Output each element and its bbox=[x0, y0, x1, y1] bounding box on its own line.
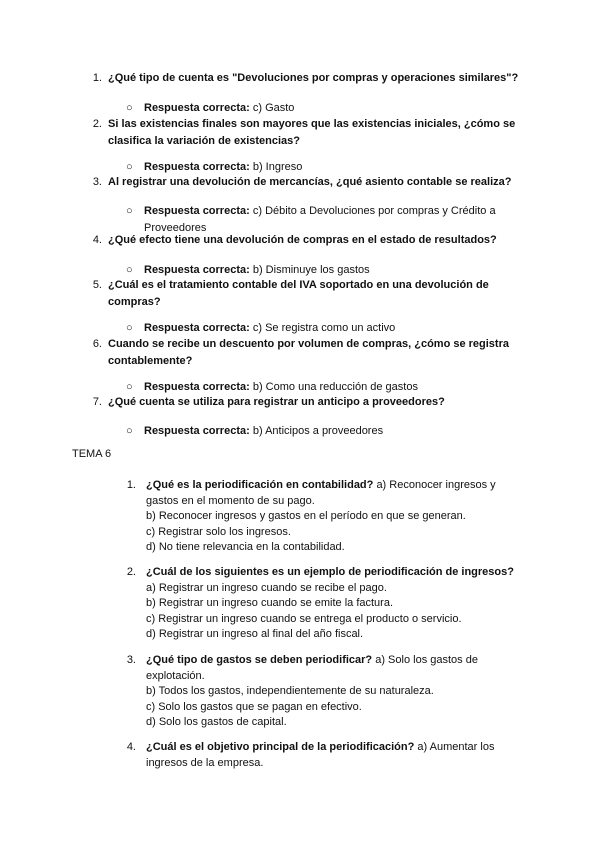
question-text: ¿Qué efecto tiene una devolución de compras en el estado de resultados? bbox=[108, 234, 497, 246]
question-2 bbox=[88, 116, 528, 150]
option-a: a) Registrar un ingreso cuando se recibe el pago. bbox=[146, 581, 387, 594]
answer-text: b) Anticipos a proveedores bbox=[252, 425, 384, 437]
answer-label: Respuesta correcta: bbox=[144, 425, 250, 437]
bullet-icon: ○ bbox=[126, 322, 133, 334]
bullet-icon: ○ bbox=[126, 102, 133, 114]
option-d: d) Solo los gastos de capital. bbox=[146, 716, 287, 728]
option-d: d) No tiene relevancia en la contabilidad. bbox=[146, 541, 345, 553]
tema6-question-3 bbox=[126, 653, 516, 731]
answer-7 bbox=[126, 423, 526, 440]
answer-text: b) Como una reducción de gastos bbox=[252, 381, 418, 393]
option-c: c) Registrar un ingreso cuando se entrega el producto o servicio. bbox=[146, 612, 462, 625]
question-text: ¿Qué tipo de cuenta es "Devoluciones por compras y operaciones similares"? bbox=[108, 72, 519, 84]
answer-label: Respuesta correcta: bbox=[144, 205, 250, 217]
answer-text: b) Disminuye los gastos bbox=[252, 264, 370, 276]
question-number: 3. bbox=[126, 654, 136, 666]
question-text: Al registrar una devolución de mercancías, ¿qué asiento contable se realiza? bbox=[108, 176, 512, 188]
question-text: Cuando se recibe un descuento por volumen de compras, ¿cómo se registra contablemente? bbox=[108, 338, 509, 367]
question-5 bbox=[88, 277, 528, 311]
question-text: ¿Qué tipo de gastos se deben periodificar? bbox=[146, 654, 373, 666]
bullet-icon: ○ bbox=[126, 205, 133, 217]
option-b: b) Todos los gastos, independientemente de su naturaleza. bbox=[146, 685, 434, 697]
question-6 bbox=[88, 336, 528, 370]
answer-label: Respuesta correcta: bbox=[144, 381, 250, 393]
answer-label: Respuesta correcta: bbox=[144, 322, 250, 334]
answer-text: c) Se registra como un activo bbox=[252, 322, 396, 334]
question-number: 7. bbox=[92, 396, 102, 408]
bullet-icon: ○ bbox=[126, 425, 133, 437]
question-number: 2. bbox=[92, 118, 102, 130]
tema6-question-2 bbox=[126, 565, 516, 643]
question-number: 3. bbox=[92, 176, 102, 188]
section-heading: TEMA 6 bbox=[72, 448, 112, 460]
question-4 bbox=[88, 232, 528, 249]
answer-1 bbox=[126, 100, 526, 117]
question-text: ¿Cuál de los siguientes es un ejemplo de periodificación de ingresos? bbox=[146, 566, 514, 578]
question-7 bbox=[88, 394, 528, 411]
bullet-icon: ○ bbox=[126, 381, 133, 393]
question-number: 5. bbox=[92, 279, 102, 291]
question-number: 4. bbox=[92, 234, 102, 246]
option-b: b) Reconocer ingresos y gastos en el período en que se generan. bbox=[146, 510, 466, 522]
question-text: ¿Cuál es el tratamiento contable del IVA soportado en una devolución de compras? bbox=[108, 279, 489, 308]
answer-text: c) Gasto bbox=[252, 102, 295, 114]
option-d: d) Registrar un ingreso al final del año fiscal. bbox=[146, 628, 364, 640]
tema6-question-1 bbox=[126, 478, 516, 556]
answer-label: Respuesta correcta: bbox=[144, 161, 250, 173]
answer-text: c) Débito a Devoluciones por compras y Crédito a Proveedores bbox=[144, 205, 496, 234]
bullet-icon: ○ bbox=[126, 264, 133, 276]
tema6-question-4 bbox=[126, 740, 516, 771]
question-text: ¿Cuál es el objetivo principal de la periodificación? bbox=[146, 741, 415, 753]
question-text: ¿Qué es la periodificación en contabilidad? bbox=[146, 479, 374, 491]
option-a: a) Solo los gastos de explotación. bbox=[146, 654, 478, 682]
option-a: a) Reconocer ingresos y gastos en el momento de su pago. bbox=[146, 479, 496, 507]
question-number: 4. bbox=[126, 741, 136, 753]
bullet-icon: ○ bbox=[126, 161, 133, 173]
answer-5 bbox=[126, 320, 526, 337]
question-text: Si las existencias finales son mayores que las existencias iniciales, ¿cómo se clasifica la variación de existencias? bbox=[108, 118, 516, 147]
option-b: b) Registrar un ingreso cuando se emite la factura. bbox=[146, 597, 394, 609]
question-1 bbox=[88, 70, 528, 87]
option-c: c) Registrar solo los ingresos. bbox=[146, 525, 291, 538]
option-a: a) Aumentar los ingresos de la empresa. bbox=[146, 741, 495, 769]
answer-label: Respuesta correcta: bbox=[144, 102, 250, 114]
question-text: ¿Qué cuenta se utiliza para registrar un anticipo a proveedores? bbox=[108, 396, 445, 408]
answer-label: Respuesta correcta: bbox=[144, 264, 250, 276]
question-number: 1. bbox=[126, 479, 136, 491]
question-3 bbox=[88, 174, 528, 191]
question-number: 6. bbox=[92, 338, 102, 350]
answer-text: b) Ingreso bbox=[252, 161, 303, 173]
question-number: 1. bbox=[92, 72, 102, 84]
option-c: c) Solo los gastos que se pagan en efectivo. bbox=[146, 700, 362, 713]
question-number: 2. bbox=[126, 566, 136, 578]
